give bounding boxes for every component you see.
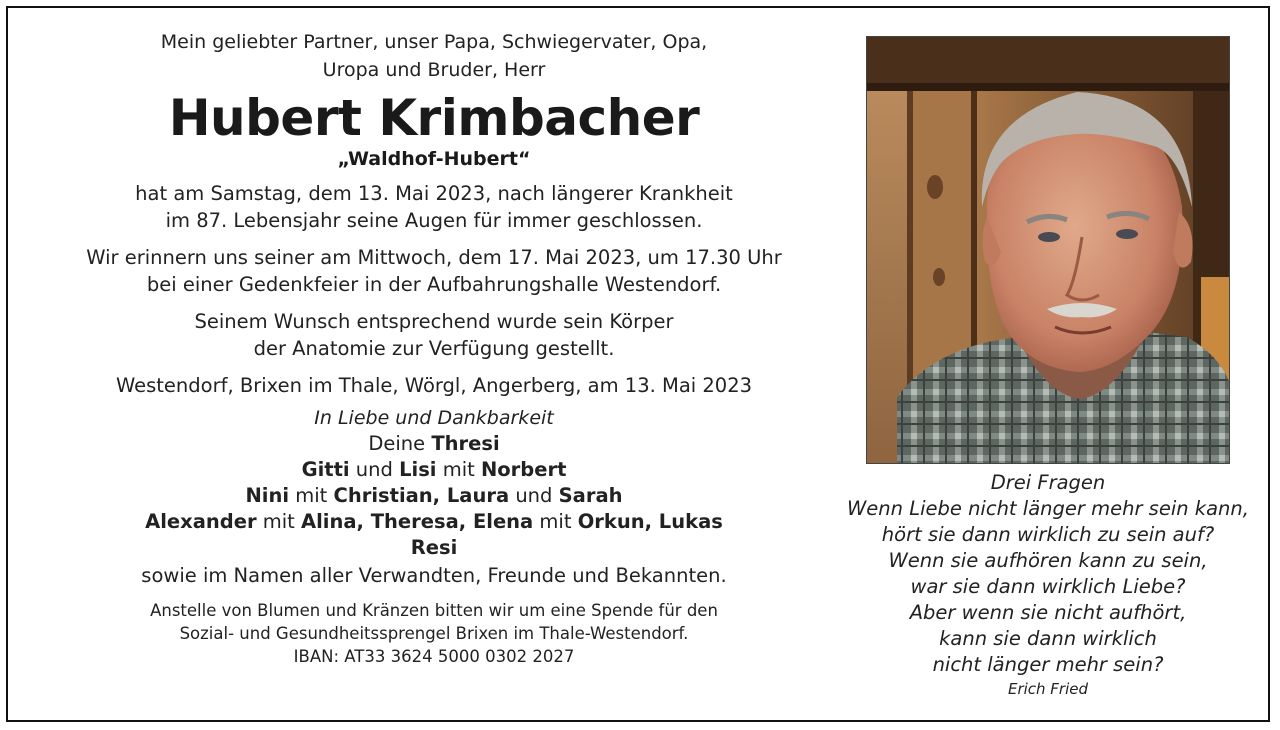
family-member-name: Resi bbox=[410, 536, 458, 559]
family-member-name: Christian, Laura bbox=[333, 484, 510, 507]
poem-title: Drei Fragen bbox=[990, 471, 1106, 494]
relatives-line: sowie im Namen aller Verwandten, Freunde und Bekannten. bbox=[141, 564, 727, 587]
family-list bbox=[40, 431, 828, 561]
poem-line: nicht länger mehr sein? bbox=[932, 653, 1164, 676]
wish-line-2: der Anatomie zur Verfügung gestellt. bbox=[253, 337, 615, 360]
family-text: und bbox=[509, 484, 559, 507]
memorial-paragraph bbox=[40, 244, 828, 298]
family-text: mit bbox=[289, 484, 334, 507]
intro-line-2: Uropa und Bruder, Herr bbox=[322, 59, 546, 81]
deceased-name: Hubert Krimbacher bbox=[168, 89, 700, 147]
iban-line: IBAN: AT33 3624 5000 0302 2027 bbox=[293, 647, 575, 666]
family-text: mit bbox=[436, 458, 481, 481]
farewell-line: In Liebe und Dankbarkeit bbox=[314, 407, 554, 429]
wish-paragraph bbox=[40, 308, 828, 362]
wish-line-1: Seinem Wunsch entsprechend wurde sein Körper bbox=[194, 310, 674, 333]
poem-line: kann sie dann wirklich bbox=[939, 627, 1157, 650]
family-text: mit bbox=[533, 510, 578, 533]
portrait-photo bbox=[866, 36, 1230, 464]
place-date: Westendorf, Brixen im Thale, Wörgl, Angerberg, am 13. Mai 2023 bbox=[115, 374, 753, 397]
poem-block bbox=[828, 470, 1268, 700]
donation-line-2: Sozial- und Gesundheitssprengel Brixen im Thale-Westendorf. bbox=[179, 624, 689, 643]
poem-line: Wenn sie aufhören kann zu sein, bbox=[888, 549, 1208, 572]
family-member-name: Orkun, Lukas bbox=[577, 510, 723, 533]
poem-line: Aber wenn sie nicht aufhört, bbox=[909, 601, 1187, 624]
poem-line: war sie dann wirklich Liebe? bbox=[910, 575, 1186, 598]
poem-line: Wenn Liebe nicht länger mehr sein kann, bbox=[847, 497, 1249, 520]
family-member-name: Thresi bbox=[431, 432, 500, 455]
family-row bbox=[40, 483, 828, 509]
family-row bbox=[40, 535, 828, 561]
family-text: mit bbox=[256, 510, 302, 533]
donation-note bbox=[40, 599, 828, 668]
poem-line: hört sie dann wirklich zu sein auf? bbox=[881, 523, 1215, 546]
memorial-line-1: Wir erinnern uns seiner am Mittwoch, dem 17. Mai 2023, um 17.30 Uhr bbox=[86, 246, 782, 269]
family-member-name: Gitti bbox=[301, 458, 350, 481]
family-member-name: Norbert bbox=[480, 458, 567, 481]
family-member-name: Lisi bbox=[399, 458, 437, 481]
death-line-2: im 87. Lebensjahr seine Augen für immer geschlossen. bbox=[165, 209, 703, 232]
family-member-name: Alexander bbox=[145, 510, 257, 533]
family-row bbox=[40, 431, 828, 457]
family-row bbox=[40, 509, 828, 535]
obituary-text-column bbox=[40, 28, 828, 668]
death-line-1: hat am Samstag, dem 13. Mai 2023, nach längerer Krankheit bbox=[135, 182, 733, 205]
intro-line-1: Mein geliebter Partner, unser Papa, Schwiegervater, Opa, bbox=[160, 31, 708, 53]
intro-text bbox=[40, 28, 828, 84]
poem-author: Erich Fried bbox=[1007, 680, 1089, 698]
nickname: „Waldhof-Hubert“ bbox=[337, 148, 531, 170]
family-text: und bbox=[349, 458, 400, 481]
family-text: Deine bbox=[368, 432, 432, 455]
memorial-line-2: bei einer Gedenkfeier in der Aufbahrungshalle Westendorf. bbox=[146, 273, 722, 296]
portrait-image bbox=[867, 37, 1230, 464]
family-row bbox=[40, 457, 828, 483]
donation-line-1: Anstelle von Blumen und Kränzen bitten wir um eine Spende für den bbox=[150, 601, 718, 620]
family-member-name: Nini bbox=[245, 484, 290, 507]
family-member-name: Alina, Theresa, Elena bbox=[301, 510, 534, 533]
family-member-name: Sarah bbox=[558, 484, 623, 507]
death-paragraph bbox=[40, 180, 828, 234]
